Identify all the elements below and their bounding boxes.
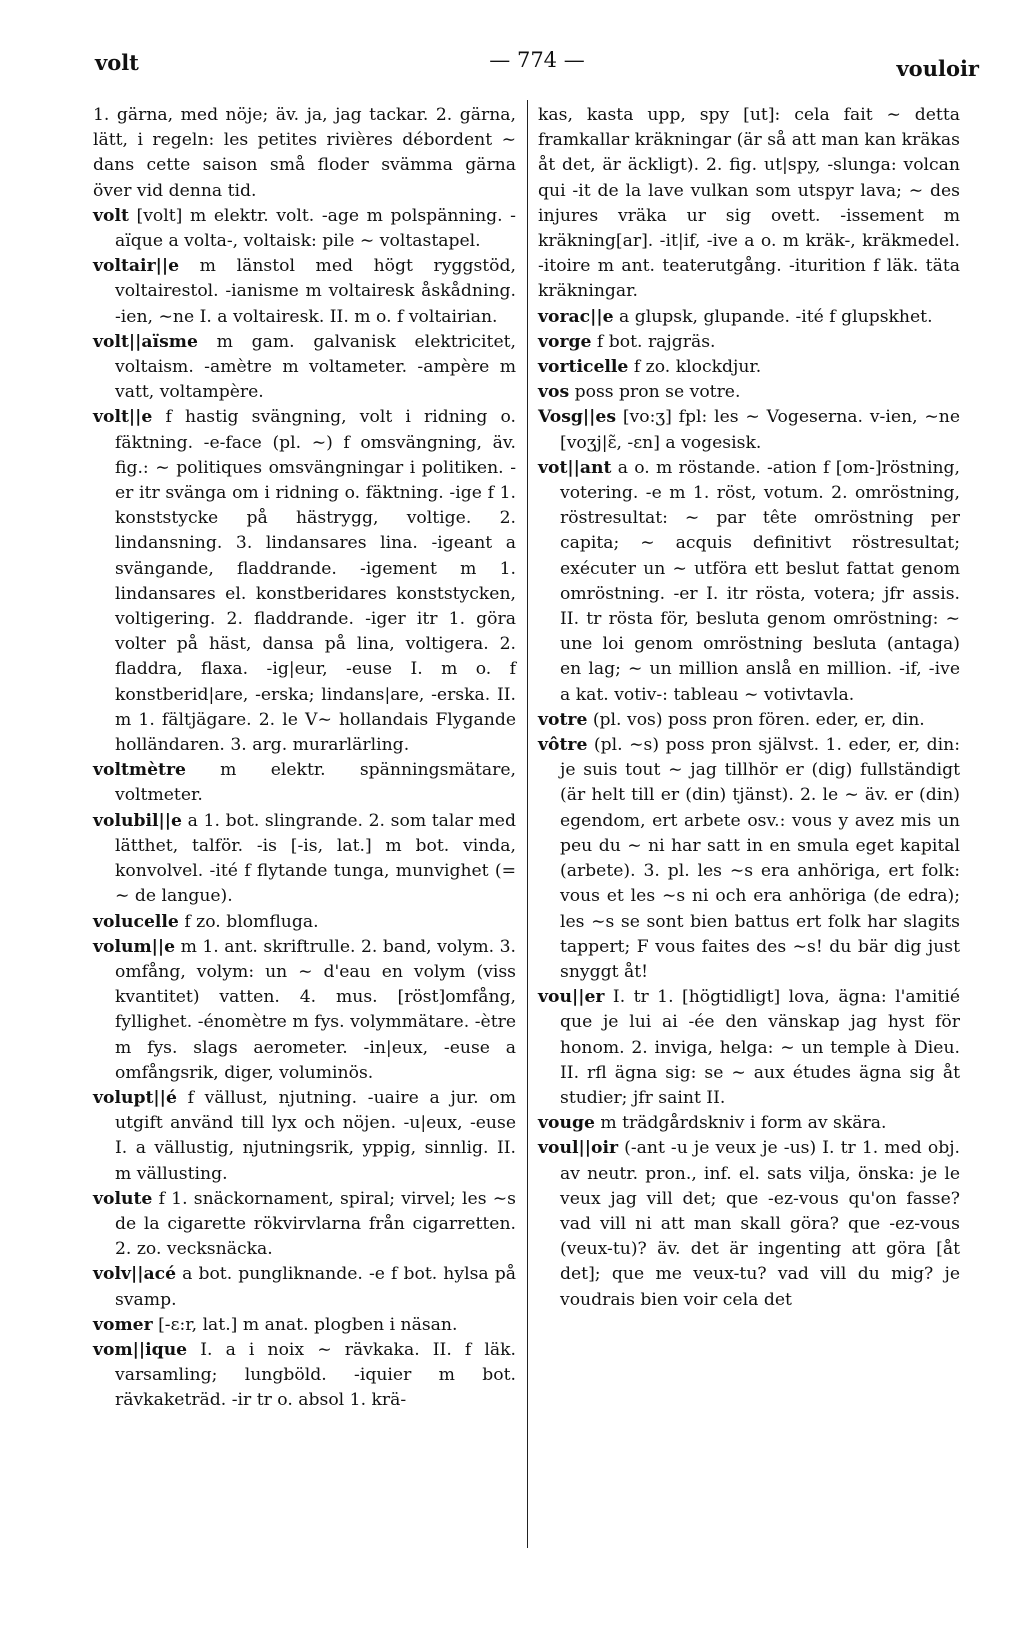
entry-headword: volupt||é — [93, 1087, 177, 1108]
entry-headword: volt — [93, 205, 129, 226]
dictionary-entry — [538, 305, 960, 330]
dictionary-entry — [93, 809, 516, 910]
entry-definition: kas, kasta upp, spy [ut]: cela fait ∼ detta framkallar kräkningar (är så att man kan kräkas åt det, är äckligt). 2. fig. ut|spy, -slunga: volcan qui -it de la lave vulkan som utspyr lava; ∼ des injures vräka ur sig ovett. -issement m kräkning[ar]. -it|if, -ive a o. m kräk-, kräkmedel. -itoire m ant. teaterutgång. -iturition f läk. täta kräkningar. — [538, 105, 960, 302]
entry-definition: m länstol med högt ryggstöd, voltairestol. -ianisme m voltairesk åskådning. -ien, ∼ne I. a voltairesk. II. m o. f voltairian. — [115, 256, 516, 327]
right-running-headword: vouloir — [896, 56, 979, 81]
entry-definition: [volt] m elektr. volt. -age m polspänning. -aïque a volta-, voltaisk: pile ∼ voltastapel. — [115, 205, 516, 252]
dictionary-entry — [538, 103, 960, 305]
entry-definition: poss pron se votre. — [569, 382, 741, 403]
entry-definition: [-ɛ:r, lat.] m anat. plogben i näsan. — [152, 1314, 458, 1335]
entry-definition: I. tr 1. [högtidligt] lova, ägna: l'amitié que je lui ai -ée den vänskap jag hyst för honom. 2. inviga, helga: ∼ un temple à Dieu. II. rfl ägna sig: se ∼ aux études ägna sig åt studier; jfr saint II. — [560, 987, 960, 1108]
entry-headword: vorge — [538, 331, 592, 352]
entry-definition: f zo. klockdjur. — [628, 357, 762, 378]
entry-definition: a glupsk, glupande. -ité f glupskhet. — [613, 306, 933, 327]
dictionary-entry — [93, 204, 516, 254]
entry-definition: m gam. galvanisk elektricitet, voltaism. -amètre m voltameter. -ampère m vatt, voltampère. — [115, 331, 516, 403]
entry-headword: volt||aïsme — [93, 331, 198, 352]
entry-definition: a o. m röstande. -ation f [om-]röstning, votering. -e m 1. röst, votum. 2. omröstning, röstresultat: ∼ par tête omröstning per capita; ∼ acquis definitivt röstresultat; exécuter un ∼ utföra ett beslut fattat genom omröstning. -er I. itr rösta, votera; jfr assis. II. tr rösta för, besluta genom omröstning: ∼ une loi genom omröstning besluta (antaga) en lag; ∼ un million anslå en million. -if, -ive a kat. votiv-: tableau ∼ votivtavla. — [560, 457, 960, 705]
entry-definition: f hastig svängning, volt i ridning o. fäktning. -e-face (pl. ∼) f omsvängning, äv. fig.: ∼ politiques omsvängningar i politiken. -er itr svänga om i ridning o. fäktning. -ige f 1. konststycke på hästrygg, voltige. 2. lindansning. 3. lindansares lina. -igeant a svängande, fladdrande. -igement m 1. lindansares el. konstberidares konststycken, voltigering. 2. fladdrande. -iger itr 1. göra volter på häst, dansa på lina, voltigera. 2. fladdra, flaxa. -ig|eur, -euse I. m o. f konstberid|are, -erska; lindans|are, -erska. II. m 1. fältjägare. 2. le V∼ hollandais Flygande holländaren. 3. arg. murarlärling. — [115, 407, 516, 756]
entry-headword: volv||acé — [93, 1264, 177, 1285]
entry-headword: vorticelle — [538, 357, 629, 378]
entry-headword: volucelle — [93, 911, 179, 932]
entry-definition: m trädgårdskniv i form av skära. — [594, 1113, 887, 1134]
entry-headword: voltmètre — [93, 760, 186, 781]
entry-headword: vôtre — [538, 735, 588, 756]
entry-definition: 1. gärna, med nöje; äv. ja, jag tackar. 2. gärna, lätt, i regeln: les petites rivières débordent ∼ dans cette saison små floder svämma gärna över vid denna tid. — [93, 105, 516, 201]
entry-headword: vouge — [538, 1113, 595, 1134]
entry-definition: m elektr. spänningsmätare, voltmeter. — [115, 760, 516, 806]
column-divider — [527, 100, 528, 1548]
dictionary-entry — [538, 985, 960, 1111]
entry-headword: vorac||e — [538, 306, 614, 327]
dictionary-entry — [93, 1313, 516, 1338]
dictionary-entry — [93, 1086, 516, 1187]
entry-definition: (pl. ∼s) poss pron självst. 1. eder, er, din: je suis tout ∼ jag tillhör er (dig) fullständigt (är helt till er (din) tjänst). 2. le ∼ äv. er (din) egendom, ert arbete osv.: vous y avez mis un peu du ∼ ni har satt in en smula eget kapital (arbete). 3. pl. les ∼s era anhöriga, ert folk: vous et les ∼s ni och era anhöriga (de edra); les ∼s se sont bien battus ert folk har slagits tappert; F vous faites des ∼s! du bär dig just snyggt åt! — [560, 735, 960, 982]
dictionary-entry — [538, 456, 960, 708]
entry-headword: vot||ant — [538, 457, 612, 478]
entry-definition: f 1. snäckornament, spiral; virvel; les ∼s de la cigarette rökvirvlarna från cigarretten. 2. zo. vecksnäcka. — [115, 1188, 516, 1260]
page-header — [95, 44, 979, 84]
dictionary-entry — [93, 330, 516, 406]
entry-definition: f bot. rajgräs. — [591, 331, 716, 352]
entry-headword: votre — [538, 709, 588, 730]
entry-headword: volt||e — [93, 407, 153, 428]
entry-definition: a bot. pungliknande. -e f bot. hylsa på svamp. — [115, 1264, 516, 1310]
dictionary-entry — [93, 910, 516, 935]
entry-definition: f vällust, njutning. -uaire a jur. om utgift använd till lyx och nöjen. -u|eux, -euse I. a vällustig, njutningsrik, yppig, sinnlig. II. m vällusting. — [115, 1087, 516, 1184]
entry-headword: volute — [93, 1188, 153, 1209]
dictionary-entry — [93, 1187, 516, 1263]
dictionary-entry — [538, 330, 960, 355]
entry-headword: Vosg||es — [538, 407, 617, 428]
entry-headword: vomer — [93, 1314, 153, 1335]
entry-definition: I. a i noix ∼ rävkaka. II. f läk. varsamling; lungböld. -iquier m bot. rävkaketräd. -ir tr o. absol 1. krä- — [115, 1339, 516, 1411]
entry-definition: (pl. vos) poss pron fören. eder, er, din. — [587, 709, 925, 730]
dictionary-entry — [538, 708, 960, 733]
dictionary-entry — [538, 355, 960, 380]
entry-definition: m 1. ant. skriftrulle. 2. band, volym. 3. omfång, volym: un ∼ d'eau en volym (viss kvantitet) vatten. 4. mus. [röst]omfång, fyllighet. -énomètre m fys. volymmätare. -ètre m fys. slags aerometer. -in|eux, -euse a omfångsrik, diger, voluminös. — [115, 936, 516, 1083]
page-number: — 774 — — [489, 48, 585, 72]
dictionary-entry — [538, 1136, 960, 1312]
left-column — [93, 103, 516, 1414]
dictionary-entry — [538, 1111, 960, 1136]
dictionary-entry — [538, 380, 960, 405]
dictionary-entry — [93, 935, 516, 1086]
entry-headword: voul||oir — [538, 1138, 619, 1159]
entry-definition: f zo. blomfluga. — [178, 911, 319, 932]
entry-headword: vom||ique — [93, 1339, 188, 1360]
dictionary-entry — [93, 1338, 516, 1414]
entry-headword: volum||e — [93, 936, 176, 957]
entry-headword: voltair||e — [93, 256, 180, 277]
dictionary-entry — [93, 103, 516, 204]
left-running-headword: volt — [95, 50, 139, 75]
dictionary-entry — [538, 733, 960, 985]
dictionary-entry — [93, 758, 516, 808]
entry-headword: volubil||e — [93, 810, 182, 831]
entry-definition: (-ant -u je veux je -us) I. tr 1. med obj. av neutr. pron., inf. el. sats vilja, önska: je le veux jag vill det; que -ez-vous qu'on fasse? vad vill ni att man skall göra? que -ez-vous (veux-tu)? äv. det är ingenting att göra [åt det]; que me veux-tu? vad vill du mig? je voudrais bien voir cela det — [560, 1138, 960, 1310]
dictionary-entry — [93, 1262, 516, 1312]
dictionary-entry — [538, 405, 960, 455]
entry-definition: [vo:ʒ] fpl: les ∼ Vogeserna. v-ien, ∼ne [voʒj|ɛ̃, -ɛn] a vogesisk. — [560, 407, 960, 453]
dictionary-entry — [93, 405, 516, 758]
dictionary-entry — [93, 254, 516, 330]
entry-headword: vou||er — [538, 987, 605, 1008]
right-column — [538, 103, 960, 1313]
entry-headword: vos — [538, 382, 570, 403]
entry-definition: a 1. bot. slingrande. 2. som talar med lätthet, talför. -is [-is, lat.] m bot. vinda, konvolvel. -ité f flytande tunga, munvighet (= ∼ de langue). — [115, 810, 516, 907]
